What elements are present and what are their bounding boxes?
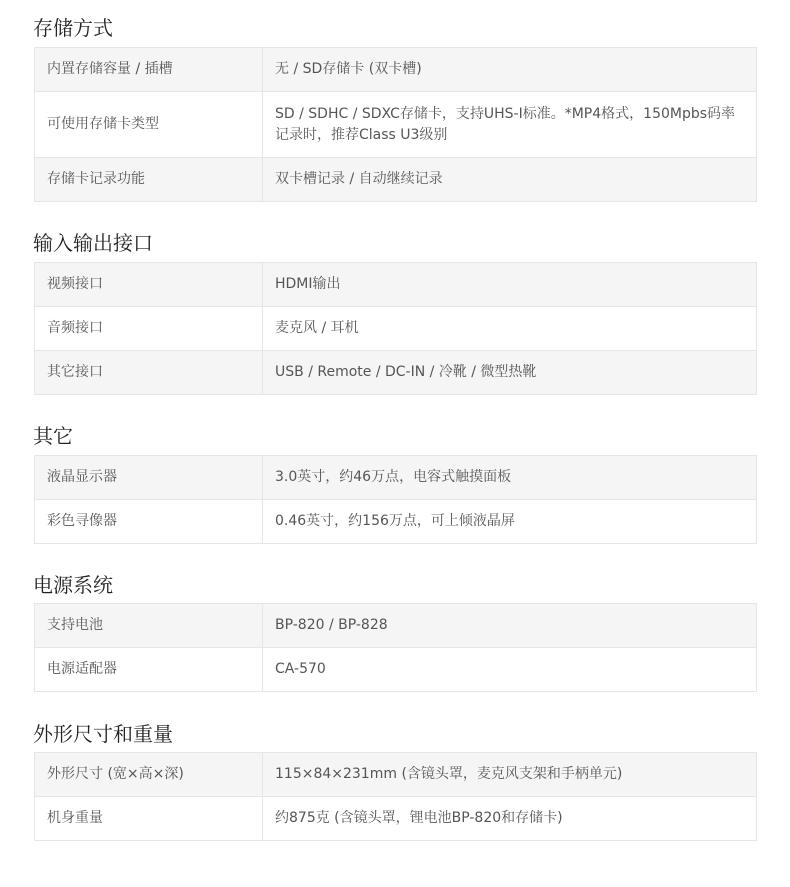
spec-label: 视频接口 (35, 263, 263, 307)
spec-label: 外形尺寸 (宽×高×深) (35, 753, 263, 797)
spec-label: 存储卡记录功能 (35, 158, 263, 202)
spec-label: 液晶显示器 (35, 456, 263, 500)
spec-value: USB / Remote / DC-IN / 冷靴 / 微型热靴 (263, 351, 757, 395)
spec-label: 机身重量 (35, 797, 263, 841)
spec-value: 115×84×231mm (含镜头罩，麦克风支架和手柄单元) (263, 753, 757, 797)
section-title-io: 输入输出接口 (33, 231, 153, 255)
spec-label: 彩色寻像器 (35, 500, 263, 544)
table-row (35, 48, 757, 92)
spec-value: HDMI输出 (263, 263, 757, 307)
spec-value: SD / SDHC / SDXC存储卡，支持UHS-I标准。*MP4格式，150Mpbs码率记录时，推荐Class U3级别 (263, 92, 757, 158)
table-row (35, 500, 757, 544)
table-row (35, 797, 757, 841)
table-row (35, 158, 757, 202)
section-title-other: 其它 (33, 424, 73, 448)
table-row (35, 648, 757, 692)
spec-label: 电源适配器 (35, 648, 263, 692)
spec-table-storage (34, 47, 757, 202)
spec-label: 支持电池 (35, 604, 263, 648)
spec-table-io (34, 262, 757, 395)
spec-table-other (34, 455, 757, 544)
spec-value: BP-820 / BP-828 (263, 604, 757, 648)
spec-value: 约875克 (含镜头罩，锂电池BP-820和存储卡) (263, 797, 757, 841)
table-row (35, 753, 757, 797)
section-title-dimensions: 外形尺寸和重量 (33, 722, 173, 746)
spec-value: CA-570 (263, 648, 757, 692)
spec-label: 其它接口 (35, 351, 263, 395)
spec-value: 麦克风 / 耳机 (263, 307, 757, 351)
table-row (35, 456, 757, 500)
spec-label: 内置存储容量 / 插槽 (35, 48, 263, 92)
spec-label: 音频接口 (35, 307, 263, 351)
spec-value: 双卡槽记录 / 自动继续记录 (263, 158, 757, 202)
section-title-power: 电源系统 (33, 573, 113, 597)
table-row (35, 263, 757, 307)
table-row (35, 307, 757, 351)
table-row (35, 351, 757, 395)
spec-table-power (34, 603, 757, 692)
spec-value: 0.46英寸，约156万点，可上倾液晶屏 (263, 500, 757, 544)
spec-label: 可使用存储卡类型 (35, 92, 263, 158)
table-row (35, 604, 757, 648)
table-row (35, 92, 757, 158)
section-title-storage: 存储方式 (33, 16, 113, 40)
spec-table-dimensions (34, 752, 757, 841)
spec-value: 3.0英寸，约46万点，电容式触摸面板 (263, 456, 757, 500)
spec-value: 无 / SD存储卡 (双卡槽) (263, 48, 757, 92)
